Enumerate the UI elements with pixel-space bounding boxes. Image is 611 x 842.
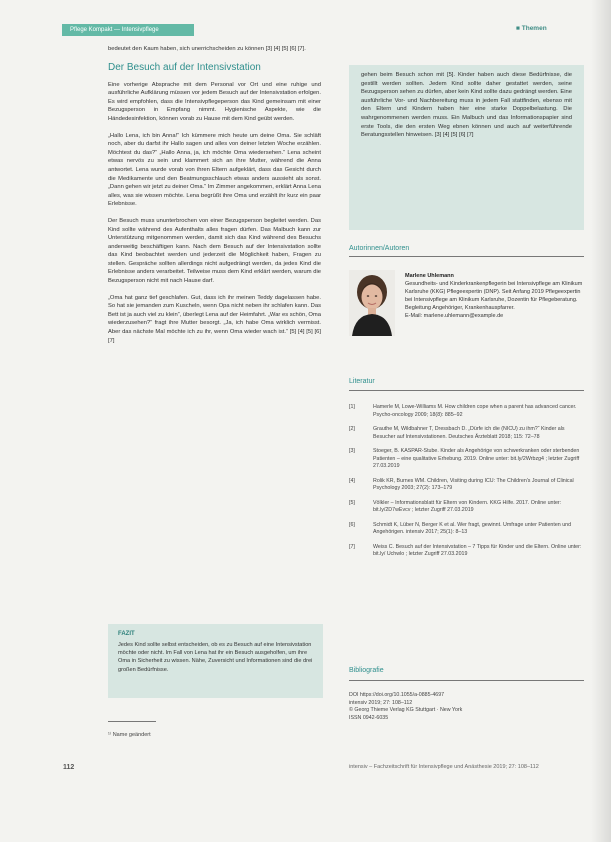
portrait-image [349,270,395,336]
reference-number: [4] [349,477,355,484]
reference-text: Völkler – Informationsblatt für Eltern von Kindern. KKG Hilfe. 2017. Online unter: bit.ly/2D7wEvcv ; letzter Zugriff 27.03.2019 [373,499,562,513]
reference-number: [2] [349,426,355,432]
highlight-text: gehen beim Besuch schon mit [5]. Kinder haben auch diese Bedürfnisse, die gestillt werden sollten. Jedem Kind sollte daher gestattet werden, seine Bezugsperson sehen zu dürfen, aber kein Kind sollte dazu gedrängt werden. Eine ausführliche Vor- und Nachbereitung muss in jedem Fall stattfinden, ebenso mit den Eltern und Kindern haben hier eine starke Doppelbelastung. Die wahrgenommenen werden muss. Ein Malbuch und das Informationspapier sind erste Tools, die den ersten Weg ebnen können und auch auf weiterführende Beratungsstellen hinweisen. [3] [4] [5] [6] [7] [361,72,572,139]
reference-item [349,500,584,515]
section-divider [349,390,584,391]
theme-label [516,25,547,32]
body-paragraph: „Hallo Lena, ich bin Anna!“ Ich kümmere mich heute um deine Oma. Sie schläft noch, aber du darfst ihr Hallo sagen und alles von deiner letzten Woche erzählen. Möchtest du das?“ „Hallo Anna, ja, ich möchte Oma wiedersehen.“ Lena scheint etwas nervös zu sein und klammert sich an ihre Mutter, während die Anna antwortet. Lena wurde vorab von ihren Eltern aufgeklärt, dass das Gesicht durch die Medikamente und den Beatmungsschlauch etwas anders aussieht als sonst. „Dann gehen wir jetzt zu deiner Oma.“ Im Zimmer angekommen, erklärt Anna Lena alles, was sie wissen möchte. Lena begrüßt ihre Oma und erzählt ihr kurz ein paar Erlebnisse. [108,132,321,208]
footnote-divider [108,721,156,722]
section-tab: Pflege Kompakt — Intensivpflege [62,24,194,36]
reference-number: [3] [349,448,355,454]
reference-item [349,426,584,441]
reference-item [349,544,584,559]
fazit-box [108,624,323,698]
reference-text: Stoeger, B. KASPAR-Stube. Kinder als Angehörige von schwerkranken oder sterbenden Patienten – eine qualitative Erhebung. 2019. Online unter: bit.ly/2Wrbzg4 ; letzter Zugriff 27.03.2019 [373,448,580,469]
body-paragraph: „Oma hat ganz tief geschlafen. Gut, dass ich ihr meinen Teddy dagelassen habe. So hat sie jemanden zum Kuscheln, wenn Opa nicht neben ihr schlafen kann. Das Bett ist ja auch viel zu klein“, überlegt Lena auf der Heimfahrt. „War es schön, Oma wiederzusehen?“ fragt ihre Mutter besorgt. „Ja, ich habe Oma wirklich vermisst. Aber das nächste Mal möchte ich zu ihr, wenn Oma wieder wach ist.“ [5] [4] [5] [6] [7] [108,294,321,344]
footer-citation: intensiv – Fachzeitschrift für Intensivpflege und Anästhesie 2019; 27: 108–112 [349,764,539,770]
bibliography-section-title: Bibliografie [349,667,384,674]
page-edge-shadow [591,0,611,842]
reference-number: [6] [349,521,355,528]
literature-section-title: Literatur [349,378,375,385]
theme-label-text: Themen [521,25,547,32]
reference-number: [1] [349,404,355,410]
author-info [405,272,583,320]
section-heading: Der Besuch auf der Intensivstation [108,61,261,73]
reference-item [349,448,584,471]
fazit-title: FAZIT [118,631,135,637]
page-number: 112 [63,764,75,771]
reference-text: Rolik KR, Burnes WM. Children, Visiting during ICU: The Children's Journal of Clinical Psychology 2003; 27(2): 173–179 [373,477,574,491]
reference-item [349,404,584,419]
bibliography-line: © Georg Thieme Verlag KG Stuttgart · New York [349,707,463,713]
reference-item [349,522,584,537]
reference-number: [7] [349,543,355,550]
author-email[interactable]: E-Mail: marlene.uhlemann@example.de [405,313,504,319]
author-bio: Gesundheits- und Kinderkrankenpflegerin bei Intensivpflege am Klinikum Karlsruhe (KKG) Pflegeexpertin (DNP). Seit Anfang 2019 Pflegeexpertin bei Intensivpflege am Klinikum Karlsruhe, Dozentin für Pflegeberatung. Begleitung Angehöriger, Krankenhauspfarrer. [405,281,583,311]
bibliography-doi[interactable]: DOI https://doi.org/10.1055/a-0885-4697 [349,692,445,698]
intro-paragraph: bedeutet den Kaum haben, sich unerrichscheiden zu können [3] [4] [5] [6] [7]. [108,46,306,52]
reference-list [349,404,584,566]
body-paragraph: Der Besuch muss ununterbrochen von einer Bezugsperson begleitet werden. Das Kind sollte während des Aufenthalts alles fragen dürfen. Das Malbuch kann zur Unterstützung mitgenommen werden, damit sich das Kind während des Besuchs anderweitig beschäftigen kann. Nach dem Besuch auf der Intensivstation sollte das Kind beobachtet werden und jederzeit die Möglichkeit haben, Fragen zu stellen. Gespräche sollten allerdings nicht aufgedrängt werden, da jedes Kind die Erlebnisse anders verarbeitet. Teilweise muss dem Kind erklärt werden, warum die Bezugsperson nicht mit nach Hause darf. [108,217,321,285]
author-photo [349,270,395,336]
body-paragraph: Eine vorherige Absprache mit dem Personal vor Ort und eine ruhige und ausführliche Aufklärung müssen vor jedem Besuch auf der Intensivstation erfolgen. Es wird empfohlen, dass die Intensivpflegeperson das Kind gemeinsam mit einer Bezugsperson in Empfang nimmt. Hygienische Aspekte, wie die Händedesinfektion, können vorab zu Hause mit dem Kind geübt werden. [108,81,321,122]
section-divider [349,680,584,681]
author-name: Marlene Uhlemann [405,273,454,279]
author-section-title: Autorinnen/Autoren [349,245,410,252]
section-divider [349,256,584,257]
reference-text: Grauthe M, Wildbahner T, Dressbach D. „Dürfe ich die (NICU) zu ihm?“ Kinder als Besucher auf Intensivstationen. Deutsches Ärzteblatt 2018; 115: 72–78 [373,426,565,440]
fazit-text: Jedes Kind sollte selbst entscheiden, ob es zu Besuch auf eine Intensivstation möchte oder nicht. Im Fall von Lena hat ihr ein Besuch ausgeholfen, um ihre Oma in Sicherheit zu wissen. Nähe, Zuversicht und Informationen sind die drei großen Bedürfnisse. [118,642,313,673]
footnote: ¹⁾ Name geändert [108,732,151,738]
bookmark-icon: ■ [516,25,520,32]
bibliography-block [349,692,584,722]
reference-text: Schmidt K, Lüber N, Berger K et al. Wer fragt, gewinnt. Umfrage unter Patienten und Angehörigen. intensiv 2017; 25(1): 8–13 [373,521,572,535]
reference-text: Weiss C. Besuch auf der Intensivstation – 7 Tipps für Kinder und die Eltern. Online unter: bit.ly/ Uchwlo ; letzter Zugriff 27.03.2019 [373,543,582,557]
bibliography-line: intensiv 2019; 27: 108–112 [349,699,413,706]
left-column [108,45,321,353]
highlight-box [349,65,584,230]
reference-item [349,478,584,493]
bibliography-line: ISSN 0942-6035 [349,714,389,721]
reference-number: [5] [349,499,355,506]
reference-text: Hamerle M, Lowe-Williams M. How children cope when a parent has advanced cancer. Psycho-oncology 2009; 18(8): 885–92 [373,404,577,418]
